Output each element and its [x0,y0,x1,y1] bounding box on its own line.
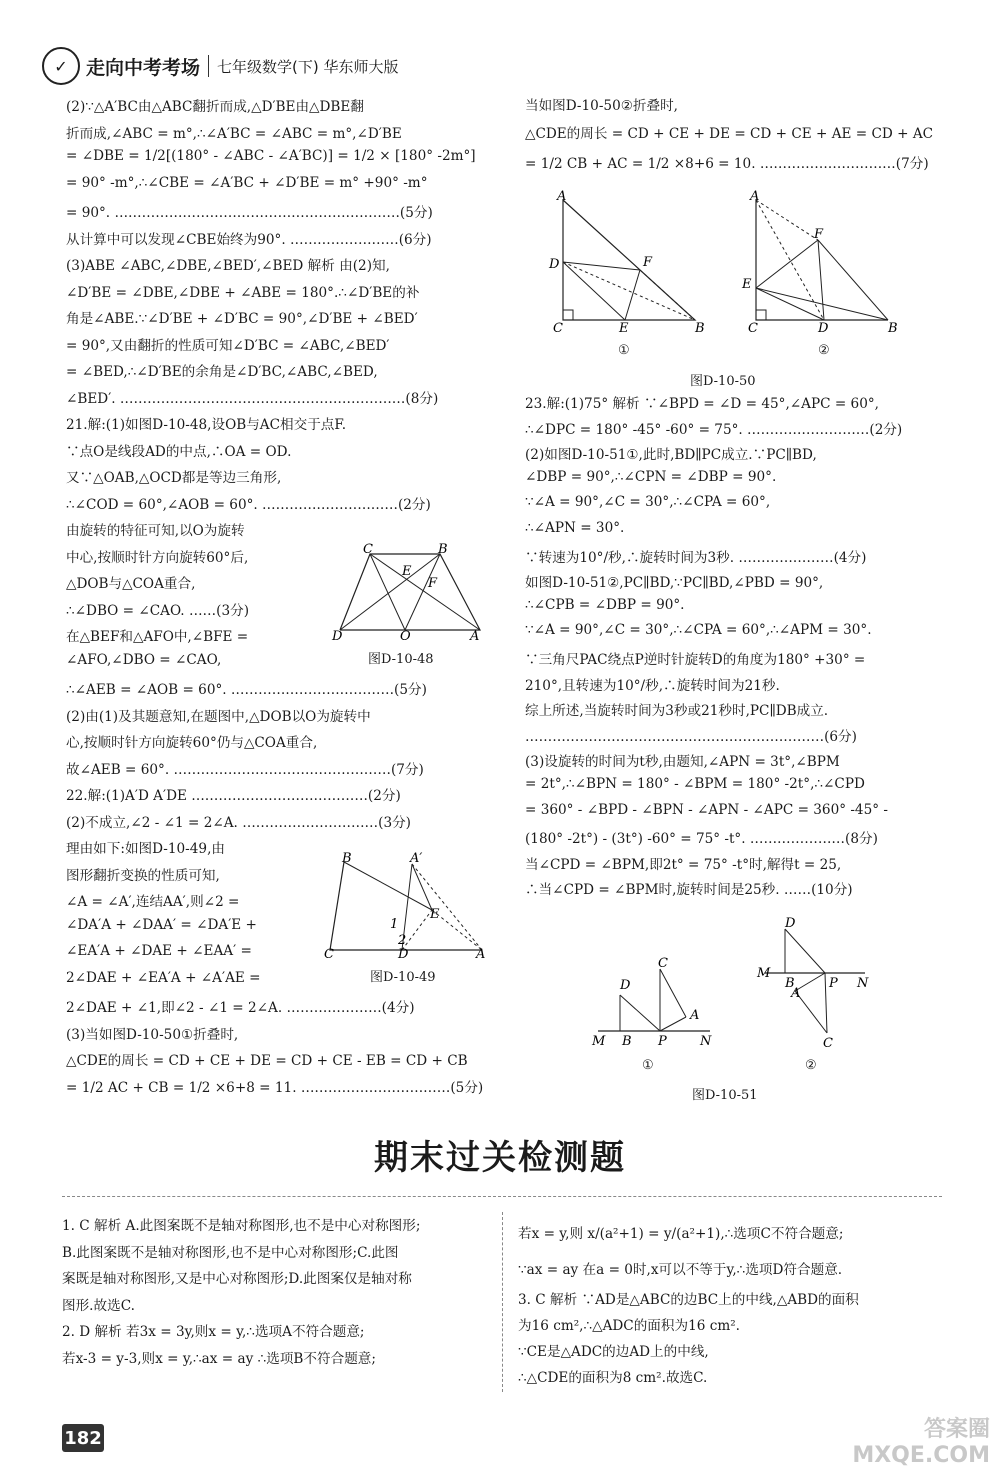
svg-text:D: D [620,978,631,993]
figure-d-10-50-part1 [545,190,715,340]
svg-text:A: A [470,629,480,642]
figure-d-10-48 [330,542,490,642]
svg-text:M: M [592,1034,606,1049]
text-line: = 90° -m°,∴∠CBE = ∠A′BC + ∠D′BE = m° +90° -m° [66,174,428,191]
text-line: 理由如下:如图D-10-49,由 [66,841,225,857]
text-line: ∠EA′A + ∠DAE + ∠EAA′ = [66,943,252,959]
figure-circled-1a: ① [618,343,630,358]
section-divider [62,1196,942,1197]
column-divider [502,1212,503,1392]
text-line: ∵ax = ay 在a = 0时,x可以不等于y,∴选项D符合题意. [518,1262,843,1278]
figure-circled-2a: ② [818,343,830,358]
text-line: ∠AFO,∠DBO = ∠CAO, [66,651,222,668]
text-line: ∴△CDE的面积为8 cm².故选C. [518,1370,708,1386]
text-line: 图形.故选C. [62,1297,135,1314]
text-line: ∴当∠CPD = ∠BPM时,旋转时间是25秒. ……(10分) [525,882,853,899]
svg-text:A: A [750,190,760,204]
text-line: 中心,按顺时针方向旋转60°后, [66,549,249,566]
svg-text:F: F [428,576,438,591]
section-title: 期末过关检测题 [374,1138,626,1178]
svg-text:D: D [818,321,829,336]
figure-d-10-50-part2 [738,190,908,340]
svg-text:F: F [643,255,653,270]
svg-text:P: P [829,976,838,991]
text-line: ∠DBP = 90°,∴∠CPN = ∠DBP = 90°. [525,468,777,485]
text-line: (2)如图D-10-51①,此时,BD∥PC成立.∵PC∥BD, [525,447,817,464]
text-line: ∵∠A = 90°,∠C = 30°,∴∠CPA = 60°, [525,494,771,511]
text-line: 又∵△OAB,△OCD都是等边三角形, [66,470,282,486]
figure-circled-1b: ① [642,1058,654,1073]
text-line: ∵三角尺PAC绕点P逆时针旋转D的角度为180° +30° = [525,652,866,668]
text-line: △CDE的周长 = CD + CE + DE = CD + CE - EB = CD + CB [66,1053,468,1069]
text-line: = ∠DBE = 1/2[(180° - ∠ABC - ∠A′BC)] = 1/2 × [180° -2m°] [66,148,476,164]
text-line: (2)由(1)及其题意知,在题图中,△DOB以O为旋转中 [66,708,371,725]
text-line: ∴∠DBO = ∠CAO. ……(3分) [66,602,249,619]
svg-text:P: P [658,1034,667,1049]
text-line: △CDE的周长 = CD + CE + DE = CD + CE + AE = CD + AC [525,126,934,142]
svg-text:B: B [785,976,795,991]
svg-text:A: A [476,947,486,960]
svg-text:E: E [430,907,440,922]
text-line: (3)设旋转的时间为t秒,由题知,∠APN = 3t°,∠BPM [525,754,840,771]
text-line: 若x = y,则 x/(a²+1) = y/(a²+1),∴选项C不符合题意; [518,1226,844,1242]
text-line: (180° -2t°) - (3t°) -60° = 75° -t°. …………………(8分) [525,831,878,848]
text-line: ∠A = ∠A′,连结AA′,则∠2 = [66,894,240,910]
text-line: B.此图案既不是轴对称图形,也不是中心对称图形;C.此图 [62,1244,399,1261]
text-line: = ∠BED,∴∠D′BE的余角是∠D′BC,∠ABC,∠BED, [66,364,378,380]
svg-text:B: B [888,321,898,336]
svg-text:B: B [695,321,705,336]
text-line: (2)∵△A′BC由△ABC翻折而成,△D′BE由△DBE翻 [66,99,364,115]
text-line: 从计算中可以发现∠CBE始终为90°. ……………………(6分) [66,231,432,248]
text-line: 心,按顺时针方向旋转60°仍与△COA重合, [66,735,318,751]
page-number: 182 [62,1424,104,1452]
figure-caption-48: 图D-10-48 [368,652,434,667]
text-line: ∴∠AEB = ∠AOB = 60°. ………………………………(5分) [66,682,427,698]
text-line: 当∠CPD = ∠BPM,即2t° = 75° -t°时,解得t = 25, [525,856,842,873]
text-line: ∵∠A = 90°,∠C = 30°,∴∠CPA = 60°,∴∠APM = 30°. [525,622,872,639]
text-line: = 360° - ∠BPD - ∠BPN - ∠APN - ∠APC = 360° -45° - [525,801,888,818]
figure-caption-51: 图D-10-51 [692,1088,758,1103]
text-line: 在△BEF和△AFO中,∠BFE = [66,629,249,645]
text-line: 角是∠ABE.∵∠D′BE + ∠D′BC = 90°,∠D′BE + ∠BED′ [66,311,418,327]
figure-caption-50: 图D-10-50 [690,374,756,389]
text-line: 为16 cm²,∴△ADC的面积为16 cm². [518,1318,740,1334]
text-line: △DOB与△COA重合, [66,576,196,592]
text-line: 折而成,∠ABC = m°,∴∠A′BC = ∠ABC = m°,∠D′BE [66,125,402,142]
figure-d-10-51-part1 [590,955,720,1055]
svg-text:O: O [400,629,411,642]
text-line: = 1/2 CB + AC = 1/2 ×8+6 = 10. …………………………(7分) [525,156,929,172]
figure-caption-49: 图D-10-49 [370,970,436,985]
svg-text:D: D [398,947,409,960]
figure-circled-2b: ② [805,1058,817,1073]
text-line: (3)当如图D-10-50①折叠时, [66,1026,239,1043]
text-line: 由旋转的特征可知,以O为旋转 [66,523,245,539]
svg-text:A: A [791,986,801,1001]
text-line: (3)ABE ∠ABC,∠DBE,∠BED′,∠BED 解析 由(2)知, [66,258,390,274]
text-line: 210°,且转速为10°/秒,∴旋转时间为21秒. [525,677,780,694]
book-subtitle: 七年级数学(下) 华东师大版 [217,57,399,76]
svg-text:N: N [857,976,869,991]
svg-text:B: B [342,851,352,866]
svg-text:B: B [438,542,448,557]
text-line: ∵CE是△ADC的边AD上的中线, [518,1344,709,1360]
text-line: ∴∠COD = 60°,∠AOB = 60°. …………………………(2分) [66,496,431,513]
text-line: 22.解:(1)A′D A′DE …………………………………(2分) [66,788,401,804]
text-line: …………………………………………………………(6分) [525,728,857,745]
svg-text:D: D [332,629,343,642]
text-line: 2∠DAE + ∠1,即∠2 - ∠1 = 2∠A. …………………(4分) [66,1000,415,1016]
svg-text:C: C [658,956,668,971]
svg-text:C: C [324,947,334,960]
text-line: ∵转速为10°/秒,∴旋转时间为3秒. …………………(4分) [525,549,867,566]
text-line: ∵点O是线段AD的中点,∴OA = OD. [66,443,292,460]
text-line: 2. D 解析 若3x = 3y,则x = y,∴选项A不符合题意; [62,1324,365,1340]
text-line: 21.解:(1)如图D-10-48,设OB与AC相交于点F. [66,417,347,433]
svg-text:1: 1 [390,917,399,932]
svg-text:A: A [557,190,567,204]
text-line: (2)不成立,∠2 - ∠1 = 2∠A. …………………………(3分) [66,814,411,831]
text-line: 图形翻折变换的性质可知, [66,867,220,884]
text-line: = 2t°,∴∠BPN = 180° - ∠BPM = 180° -2t°,∴∠CPD [525,776,865,792]
svg-text:E: E [742,277,752,292]
text-line: 23.解:(1)75° 解析 ∵∠BPD = ∠D = 45°,∠APC = 60°, [525,396,879,412]
text-line: = 90°. ………………………………………………………(5分) [66,205,433,221]
svg-text:B: B [622,1034,632,1049]
text-line: 综上所述,当旋转时间为3秒或21秒时,PC∥DB成立. [525,703,829,720]
brand-logo-icon: ✓ [42,47,80,85]
svg-text:A: A [690,1008,700,1023]
text-line: ∴∠DPC = 180° -45° -60° = 75°. ………………………(2分) [525,421,903,438]
svg-text:E: E [402,564,412,579]
svg-text:D: D [785,916,796,931]
svg-text:E: E [619,321,629,336]
text-line: 案既是轴对称图形,又是中心对称图形;D.此图案仅是轴对称 [62,1271,412,1287]
svg-text:N: N [700,1034,712,1049]
svg-text:F: F [814,227,824,242]
svg-text:C: C [363,542,373,557]
header-divider [208,55,209,77]
text-line: ∴∠CPB = ∠DBP = 90°. [525,596,685,613]
svg-text:A′: A′ [410,851,423,866]
text-line: ∴∠APN = 30°. [525,520,625,536]
svg-text:D: D [549,257,560,272]
text-line: 2∠DAE + ∠EA′A + ∠A′AE = [66,969,261,986]
page-header [42,48,482,84]
svg-text:C: C [553,321,563,336]
text-line: 故∠AEB = 60°. …………………………………………(7分) [66,761,424,778]
text-line: ∠D′BE = ∠DBE,∠DBE + ∠ABE = 180°.∴∠D′BE的补 [66,284,420,301]
watermark: 答案圈 MXQE.COM [852,1417,990,1468]
text-line: 当如图D-10-50②折叠时, [525,98,679,114]
text-line: 1. C 解析 A.此图案既不是轴对称图形,也不是中心对称图形; [62,1218,421,1234]
svg-text:C: C [748,321,758,336]
text-line: 3. C 解析 ∵AD是△ABC的边BC上的中线,△ABD的面积 [518,1292,859,1308]
text-line: ∠BED′. ………………………………………………………(8分) [66,390,439,407]
svg-text:M: M [757,966,771,981]
svg-text:C: C [823,1036,833,1050]
text-line: 如图D-10-51②,PC∥BD,∵PC∥BD,∠PBD = 90°, [525,575,824,592]
brand-name: 走向中考考场 [86,56,201,79]
text-line: 若x-3 = y-3,则x = y,∴ax = ay ∴选项B不符合题意; [62,1350,376,1367]
text-line: ∠DA′A + ∠DAA′ = ∠DA′E + [66,916,257,933]
figure-d-10-51-part2 [755,915,885,1050]
svg-text:2: 2 [398,933,407,948]
text-line: = 90°,又由翻折的性质可知∠D′BC = ∠ABC,∠BED′ [66,337,390,354]
figure-d-10-49 [322,850,490,960]
text-line: = 1/2 AC + CB = 1/2 ×6+8 = 11. ……………………………(5分) [66,1079,484,1096]
